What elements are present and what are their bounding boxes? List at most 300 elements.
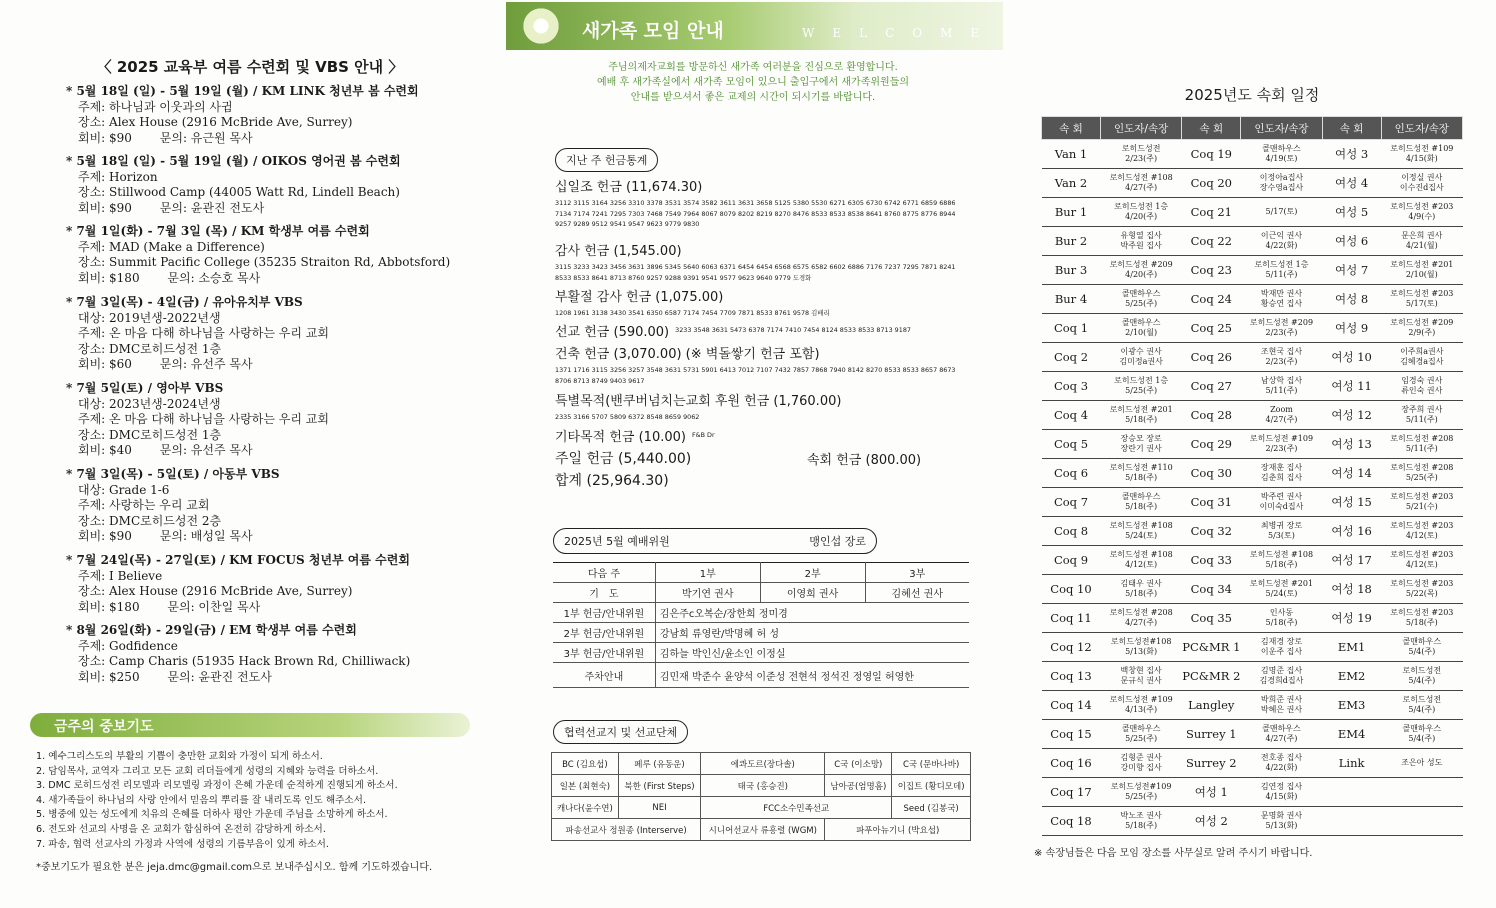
banner-title: 새가족 모임 안내 — [582, 20, 724, 42]
schedule-row — [1042, 749, 1463, 778]
group-name: Coq 15 — [1042, 720, 1101, 749]
group-name: EM2 — [1322, 662, 1381, 691]
group-leader — [1241, 517, 1322, 546]
schedule-table — [1041, 116, 1463, 836]
event-line: 장소: Alex House (2916 McBride Ave, Surrey) — [78, 584, 353, 598]
leader-line: 로히드성전 #108 — [1109, 550, 1173, 559]
leader-line: 이정실 권사 — [1401, 173, 1443, 182]
leader-line: 김태우 권사 — [1120, 579, 1162, 588]
group-name: EM3 — [1322, 691, 1381, 720]
group-leader — [1241, 459, 1322, 488]
leader-line: 이수진d집사 — [1399, 183, 1444, 192]
group-name — [1322, 778, 1381, 807]
offering-amount: 십일조 헌금 (11,674.30) — [555, 180, 703, 195]
mission-cell: 시니어선교사 류흥렬 (WGM) — [701, 819, 825, 841]
prayer-item: 2. 담임목사, 교역자 그리고 모든 교회 리더들에게 성령의 지혜와 능력을 더하소서. — [36, 765, 379, 777]
offering-item — [555, 286, 965, 319]
leader-line: 2/23(주) — [1265, 328, 1298, 337]
leader-line: 로히드성전 #203 — [1390, 521, 1454, 530]
flower-icon — [518, 8, 564, 44]
schedule-header-cell: 속 회 — [1042, 117, 1101, 140]
leader-line: 로히드성전 #201 — [1109, 405, 1173, 414]
mission-cell: BC (김요섭) — [552, 753, 619, 775]
group-name: Coq 17 — [1042, 778, 1101, 807]
mission-cell: FCC소수민족선교 — [701, 797, 892, 819]
offering-item — [555, 321, 911, 340]
leader-line: 5/24(토) — [1125, 531, 1158, 540]
worship-role: 3부 헌금/안내위원 — [553, 643, 655, 663]
event-heading: * 7월 5일(토) / 영아부 VBS — [66, 381, 224, 395]
group-name: 여성 2 — [1182, 807, 1241, 836]
schedule-row — [1042, 604, 1463, 633]
leader-line: 콜맨하우스 — [1121, 492, 1161, 501]
group-name: 여성 1 — [1182, 778, 1241, 807]
leader-line: 콜맨하우스 — [1121, 724, 1161, 733]
schedule-row — [1042, 575, 1463, 604]
leader-line: 4/12(토) — [1405, 560, 1438, 569]
group-name: EM1 — [1322, 633, 1381, 662]
leader-line: 4/27(주) — [1125, 618, 1158, 627]
group-leader — [1100, 140, 1181, 169]
group-leader — [1381, 691, 1462, 720]
group-name: Coq 24 — [1182, 285, 1241, 314]
leader-line: 문명화 권사 — [1260, 811, 1303, 820]
prayer-item: 1. 예수그리스도의 부활의 기쁨이 충만한 교회와 가정이 되게 하소서. — [36, 751, 323, 762]
event-line: 대상: 2023년생-2024년생 — [78, 396, 221, 411]
group-name: Coq 16 — [1042, 749, 1101, 778]
mission-cell: 파푸아뉴기니 (박요섭) — [825, 819, 971, 841]
leader-line: 5/11(주) — [1265, 270, 1298, 279]
group-leader — [1241, 546, 1322, 575]
leader-line: 4/19(토) — [1265, 154, 1298, 163]
leader-line: 4/15(화) — [1265, 792, 1298, 801]
group-leader — [1100, 575, 1181, 604]
leader-line: 로히드성전 #201 — [1390, 260, 1454, 269]
leader-line: 2/23(주) — [1125, 154, 1158, 163]
leader-line: 5/18(주) — [1125, 415, 1158, 424]
leader-line: 5/25(주) — [1405, 473, 1438, 482]
worship-header-cell: 3부 — [865, 563, 969, 583]
group-leader — [1100, 401, 1181, 430]
mission-table — [551, 752, 971, 841]
leader-line: 로히드성전 #209 — [1109, 260, 1173, 269]
schedule-row — [1042, 343, 1463, 372]
leader-line: 5/18(주) — [1125, 473, 1158, 482]
offering-item — [555, 343, 965, 386]
group-leader — [1241, 372, 1322, 401]
mission-cell: Seed (김봉국) — [892, 797, 971, 819]
leader-line: 김형준 권사 — [1120, 753, 1162, 762]
event-line: 주제: Horizon — [78, 169, 158, 184]
leader-line: 로히드성전 #110 — [1109, 463, 1173, 472]
leader-line: 류인숙 권사 — [1401, 386, 1443, 395]
leader-line: 장승모 장로 — [1120, 434, 1162, 443]
group-leader — [1241, 169, 1322, 198]
group-name: 여성 6 — [1322, 227, 1381, 256]
mission-label: 협력선교지 및 선교단체 — [553, 720, 688, 744]
group-leader — [1381, 546, 1462, 575]
leader-line: 로히드성전#108 — [1110, 637, 1172, 646]
group-leader — [1241, 227, 1322, 256]
group-leader — [1100, 488, 1181, 517]
leader-line: 5/25(주) — [1125, 792, 1158, 801]
event-line: 회비: $250 문의: 윤관진 전도사 — [78, 669, 272, 684]
schedule-footnote: ※ 속장님들은 다음 모임 장소를 사무실로 알려 주시기 바랍니다. — [1034, 848, 1313, 859]
worship-members: 김은주c오복순/장한희 정미경 — [655, 603, 969, 623]
event-line: 회비: $90 문의: 배성일 목사 — [78, 529, 253, 543]
worship-prayer-cell: 기 도 — [553, 583, 655, 603]
event-line: 주제: Godfidence — [78, 638, 178, 653]
offering-amount: 합계 (25,964.30) — [555, 473, 669, 489]
leader-line: 이운주 집사 — [1260, 647, 1303, 656]
leader-line: 로히드성전 #108 — [1249, 550, 1314, 559]
group-name: Coq 14 — [1042, 691, 1101, 720]
leader-line: 김춘희 집사 — [1260, 473, 1303, 482]
leader-line: 전호종 집사 — [1260, 753, 1303, 762]
group-name: Bur 1 — [1042, 198, 1101, 227]
leader-line: 로히드성전 #108 — [1109, 521, 1173, 530]
group-name: PC&MR 2 — [1182, 662, 1241, 691]
group-name: Coq 35 — [1182, 604, 1241, 633]
offering-amount: 부활절 감사 헌금 (1,075.00) — [555, 290, 724, 305]
leader-line: 문은희 권사 — [1401, 231, 1443, 240]
vbs-title: 〈 2025 교육부 여름 수련회 및 VBS 안내 〉 — [96, 58, 404, 76]
mission-cell: C국 (문바나바) — [892, 753, 971, 775]
leader-line: 이미숙d집사 — [1259, 502, 1304, 511]
leader-line: 로히드성전 #208 — [1390, 463, 1454, 472]
group-leader — [1100, 285, 1181, 314]
group-leader — [1241, 720, 1322, 749]
offering-item — [555, 390, 965, 423]
welcome-line: 안내를 받으셔서 좋은 교제의 시간이 되시기를 바랍니다. — [630, 92, 876, 103]
group-leader — [1381, 285, 1462, 314]
event-heading: * 5월 18일 (일) - 5월 19일 (월) / KM LINK 청년부 봄 수련회 — [66, 84, 419, 98]
leader-line: 콜맨하우스 — [1402, 637, 1442, 646]
group-leader — [1241, 488, 1322, 517]
group-name: 여성 8 — [1322, 285, 1381, 314]
leader-line: 이광수 권사 — [1120, 347, 1162, 356]
leader-line: 콜맨하우스 — [1121, 289, 1161, 298]
event-item — [66, 623, 491, 685]
leader-line: 로히드성전 #109 — [1390, 144, 1454, 153]
leader-line: 콜맨하우스 — [1262, 724, 1301, 733]
group-name: 여성 9 — [1322, 314, 1381, 343]
group-name: Coq 34 — [1182, 575, 1241, 604]
group-leader — [1241, 198, 1322, 227]
leader-line: 강미향 집사 — [1120, 763, 1162, 772]
event-line: 회비: $90 문의: 유근원 목사 — [78, 130, 253, 145]
leader-line: 로히드성전 #203 — [1390, 289, 1454, 298]
schedule-row — [1042, 691, 1463, 720]
leader-line: 장수영a집사 — [1259, 183, 1304, 192]
group-leader — [1381, 807, 1462, 836]
group-name: Coq 26 — [1182, 343, 1241, 372]
group-leader — [1241, 256, 1322, 285]
offering-donors: 3112 3115 3164 3256 3310 3378 3531 3574 3582 3611 3631 3658 5125 5380 5530 6271 6305 6730 6742 6771 6859 6886 7134 7174 7241 7295 7303 7468 7549 7964 8067 8079 8202 8219 8270 8476 8533 8533 8538 8641 8760 8775 8776 8944 9257 9289 9512 9541 9547 9623 9779 9830 — [555, 199, 956, 228]
leader-line: 박재만 권사 — [1260, 289, 1303, 298]
group-name: Coq 29 — [1182, 430, 1241, 459]
leader-line: 5/11(주) — [1405, 415, 1438, 424]
leader-line: 5/11(주) — [1265, 386, 1298, 395]
worship-members: 김민재 박준수 윤양석 이준성 전현석 정석진 정영일 허영한 — [655, 663, 969, 688]
group-leader — [1241, 691, 1322, 720]
worship-elder: 맹인섭 장로 — [809, 535, 866, 548]
group-leader — [1100, 314, 1181, 343]
event-line: 장소: Summit Pacific College (35235 Straiton Rd, Abbotsford) — [78, 255, 451, 269]
event-line: 장소: Alex House (2916 McBride Ave, Surrey) — [78, 115, 353, 129]
group-leader — [1381, 372, 1462, 401]
event-line: 회비: $90 문의: 윤관진 전도사 — [78, 200, 265, 215]
worship-prayer-cell: 김혜선 권사 — [865, 583, 969, 603]
group-leader — [1241, 604, 1322, 633]
schedule-header-cell: 속 회 — [1182, 117, 1241, 140]
leader-line: 김연정 집사 — [1260, 782, 1303, 791]
group-name: Coq 21 — [1182, 198, 1241, 227]
leader-line: 유형열 집사 — [1120, 231, 1162, 240]
leader-line: 남상학 집사 — [1260, 376, 1303, 385]
event-line: 회비: $40 문의: 유선주 목사 — [78, 443, 253, 457]
group-name: Coq 20 — [1182, 169, 1241, 198]
group-leader — [1381, 343, 1462, 372]
leader-line: 로히드성전 #201 — [1249, 579, 1314, 588]
group-name: Coq 23 — [1182, 256, 1241, 285]
group-name: 여성 4 — [1322, 169, 1381, 198]
group-leader — [1381, 633, 1462, 662]
leader-line: 로히드성전 #208 — [1109, 608, 1173, 617]
group-name — [1322, 807, 1381, 836]
offering-label: 지난 주 헌금통계 — [555, 148, 658, 172]
leader-line: 인사동 — [1269, 608, 1294, 617]
worship-role: 주차안내 — [553, 663, 655, 688]
mission-cell: 캐나다(윤수연) — [552, 797, 619, 819]
schedule-row — [1042, 459, 1463, 488]
event-line: 대상: Grade 1-6 — [78, 482, 170, 497]
group-leader — [1381, 401, 1462, 430]
event-line: 주제: 온 마음 다해 하나님을 사랑하는 우리 교회 — [78, 326, 329, 340]
prayer-list — [36, 750, 476, 852]
group-name: Coq 27 — [1182, 372, 1241, 401]
event-heading: * 7월 3일(목) - 4일(금) / 유아유치부 VBS — [66, 295, 303, 309]
leader-line: 2/10(월) — [1125, 328, 1158, 337]
worship-table — [553, 562, 969, 688]
offering-donors: 2335 3166 5707 5809 6372 8548 8659 9062 — [555, 413, 700, 421]
schedule-row — [1042, 227, 1463, 256]
group-leader — [1241, 140, 1322, 169]
prayer-item: 3. DMC 로히드성전 리모델과 리모델링 과정이 은혜 가운데 순적하게 진행되게 하소서. — [36, 780, 398, 792]
leader-line: 로히드성전#109 — [1110, 782, 1172, 791]
leader-line: 로히드성전 #209 — [1390, 318, 1454, 327]
schedule-row — [1042, 546, 1463, 575]
welcome-banner — [506, 2, 1003, 50]
offering-donors: F&B Dr — [691, 431, 715, 440]
leader-line: 로히드성전 1층 — [1114, 376, 1169, 385]
leader-line: 2/10(월) — [1405, 270, 1438, 279]
group-name: Coq 30 — [1182, 459, 1241, 488]
leader-line: 로히드성전 #203 — [1390, 579, 1454, 588]
mission-cell: 에콰도르(장다솔) — [701, 753, 825, 775]
schedule-row — [1042, 401, 1463, 430]
group-name: 여성 11 — [1322, 372, 1381, 401]
group-leader — [1100, 604, 1181, 633]
group-leader — [1381, 430, 1462, 459]
group-leader — [1100, 778, 1181, 807]
group-leader — [1100, 633, 1181, 662]
group-leader — [1381, 256, 1462, 285]
worship-row — [553, 663, 969, 688]
schedule-row — [1042, 256, 1463, 285]
group-leader — [1241, 401, 1322, 430]
group-name: 여성 10 — [1322, 343, 1381, 372]
group-leader — [1241, 807, 1322, 836]
offering-amount: 주일 헌금 (5,440.00) — [555, 451, 692, 467]
group-leader — [1241, 633, 1322, 662]
leader-line: 박혜은 권사 — [1260, 705, 1303, 714]
group-name: 여성 18 — [1322, 575, 1381, 604]
leader-line: 5/4(주) — [1408, 647, 1436, 656]
leader-line: 박주원 집사 — [1120, 241, 1162, 250]
schedule-row — [1042, 285, 1463, 314]
group-name: Bur 3 — [1042, 256, 1101, 285]
group-name: 여성 12 — [1322, 401, 1381, 430]
group-leader — [1100, 546, 1181, 575]
group-name: 여성 13 — [1322, 430, 1381, 459]
group-name: Coq 6 — [1042, 459, 1101, 488]
group-leader — [1381, 720, 1462, 749]
group-name: Coq 33 — [1182, 546, 1241, 575]
worship-members: 강남희 류영란/박명혜 허 성 — [655, 623, 969, 643]
banner-word: WELCOME — [802, 26, 998, 40]
leader-line: 5/25(주) — [1125, 734, 1158, 743]
leader-line: 5/21(수) — [1405, 502, 1438, 511]
event-heading: * 7월 3일(목) - 5일(토) / 아동부 VBS — [66, 467, 280, 481]
leader-line: 로히드성전 #203 — [1390, 202, 1454, 211]
mission-cell: 일본 (최현숙) — [552, 775, 619, 797]
event-item — [66, 154, 491, 216]
group-leader — [1381, 459, 1462, 488]
leader-line: 5/18(주) — [1125, 821, 1158, 830]
worship-prayer-cell: 박기연 권사 — [655, 583, 760, 603]
leader-line: 2/23(주) — [1265, 357, 1298, 366]
prayer-item: 7. 파송, 협력 선교사의 가정과 사역에 성령의 기름부음이 있게 하소서. — [36, 838, 329, 850]
group-leader — [1100, 517, 1181, 546]
event-line: 주제: I Believe — [78, 568, 163, 583]
leader-line: 4/27(주) — [1265, 415, 1298, 424]
left-panel — [0, 0, 500, 908]
leader-line: 4/22(화) — [1265, 763, 1298, 772]
group-name: 여성 17 — [1322, 546, 1381, 575]
event-line: 주제: 사랑하는 우리 교회 — [78, 498, 210, 512]
group-leader — [1381, 227, 1462, 256]
offering-amount: 선교 헌금 (590.00) — [555, 325, 670, 340]
welcome-line: 주님의제자교회를 방문하신 새가족 여러분을 진심으로 환영합니다. — [608, 62, 898, 73]
offering-item — [555, 176, 965, 230]
leader-line: 조현국 집사 — [1260, 347, 1303, 356]
leader-line: 로히드성전 #208 — [1390, 434, 1454, 443]
schedule-row — [1042, 314, 1463, 343]
leader-line: 5/13(화) — [1265, 821, 1298, 830]
offering-item — [555, 240, 965, 283]
leader-line: 장재훈 집사 — [1260, 463, 1303, 472]
leader-line: 4/12(토) — [1125, 560, 1158, 569]
prayer-item: 6. 전도와 선교의 사명을 온 교회가 함심하여 온전히 감당하게 하소서. — [36, 823, 326, 835]
group-name: PC&MR 1 — [1182, 633, 1241, 662]
schedule-header-cell: 인도자/속장 — [1100, 117, 1181, 140]
group-leader — [1381, 778, 1462, 807]
worship-role: 2부 헌금/안내위원 — [553, 623, 655, 643]
leader-line: 로히드성전 #209 — [1249, 318, 1314, 327]
leader-line: 최병귀 장로 — [1260, 521, 1303, 530]
group-leader — [1100, 169, 1181, 198]
group-leader — [1241, 430, 1322, 459]
schedule-row — [1042, 633, 1463, 662]
leader-line: 이정아a집사 — [1259, 173, 1304, 182]
schedule-row — [1042, 198, 1463, 227]
leader-line: 4/15(화) — [1405, 154, 1438, 163]
group-leader — [1381, 198, 1462, 227]
worship-row — [553, 603, 969, 623]
prayer-item: 4. 새가족들이 하나님의 사랑 안에서 믿음의 뿌리를 잘 내리도록 인도 해주소서. — [36, 794, 366, 806]
group-leader — [1100, 227, 1181, 256]
group-name: Coq 28 — [1182, 401, 1241, 430]
schedule-row — [1042, 517, 1463, 546]
group-leader — [1241, 662, 1322, 691]
schedule-header-cell: 인도자/속장 — [1381, 117, 1462, 140]
leader-line: 백창현 집사 — [1120, 666, 1162, 675]
group-leader — [1241, 314, 1322, 343]
leader-line: 5/25(주) — [1125, 299, 1158, 308]
leader-line: 로히드성전 — [1402, 695, 1442, 704]
leader-line: Zoom — [1270, 405, 1293, 414]
event-item — [66, 295, 491, 373]
offering-amount: 기타목적 헌금 (10.00) — [555, 430, 686, 445]
schedule-row — [1042, 720, 1463, 749]
schedule-row — [1042, 169, 1463, 198]
schedule-header-cell: 속 회 — [1322, 117, 1381, 140]
schedule-row — [1042, 372, 1463, 401]
mission-row — [552, 797, 971, 819]
worship-label: 2025년 5월 예배위원 — [564, 535, 670, 548]
leader-line: 5/17(토) — [1265, 207, 1298, 216]
event-line: 장소: Stillwood Camp (44005 Watt Rd, Lindell Beach) — [78, 185, 400, 199]
leader-line: 조은아 성도 — [1401, 758, 1443, 767]
mission-row — [552, 753, 971, 775]
leader-line: 문규식 권사 — [1120, 676, 1162, 685]
mission-cell: C국 (이소망) — [825, 753, 892, 775]
cell-offering: 속회 헌금 (800.00) — [807, 453, 922, 468]
group-leader — [1100, 720, 1181, 749]
worship-label-box — [553, 528, 877, 554]
group-name: Coq 3 — [1042, 372, 1101, 401]
group-leader — [1100, 198, 1181, 227]
event-item — [66, 84, 491, 146]
leader-line: 김경희d집사 — [1259, 676, 1304, 685]
group-leader — [1100, 691, 1181, 720]
group-leader — [1241, 778, 1322, 807]
leader-line: 2/23(주) — [1265, 444, 1298, 453]
group-name: Coq 1 — [1042, 314, 1101, 343]
worship-row — [553, 623, 969, 643]
leader-line: 4/13(주) — [1125, 705, 1158, 714]
leader-line: 로히드성전 1층 — [1114, 202, 1169, 211]
event-line: 회비: $180 문의: 소승호 목사 — [78, 270, 261, 285]
mission-cell: 페루 (유동운) — [618, 753, 700, 775]
leader-line: 5/22(목) — [1405, 589, 1438, 598]
leader-line: 5/18(주) — [1405, 618, 1438, 627]
leader-line: 로히드성전 1층 — [1254, 260, 1309, 269]
event-heading: * 5월 18일 (일) - 5월 19일 (월) / OIKOS 영어권 봄 수련회 — [66, 154, 401, 168]
offering-amount: 건축 헌금 (3,070.00) (※ 벽돌쌓기 헌금 포함) — [555, 347, 820, 362]
middle-panel — [503, 0, 1003, 908]
